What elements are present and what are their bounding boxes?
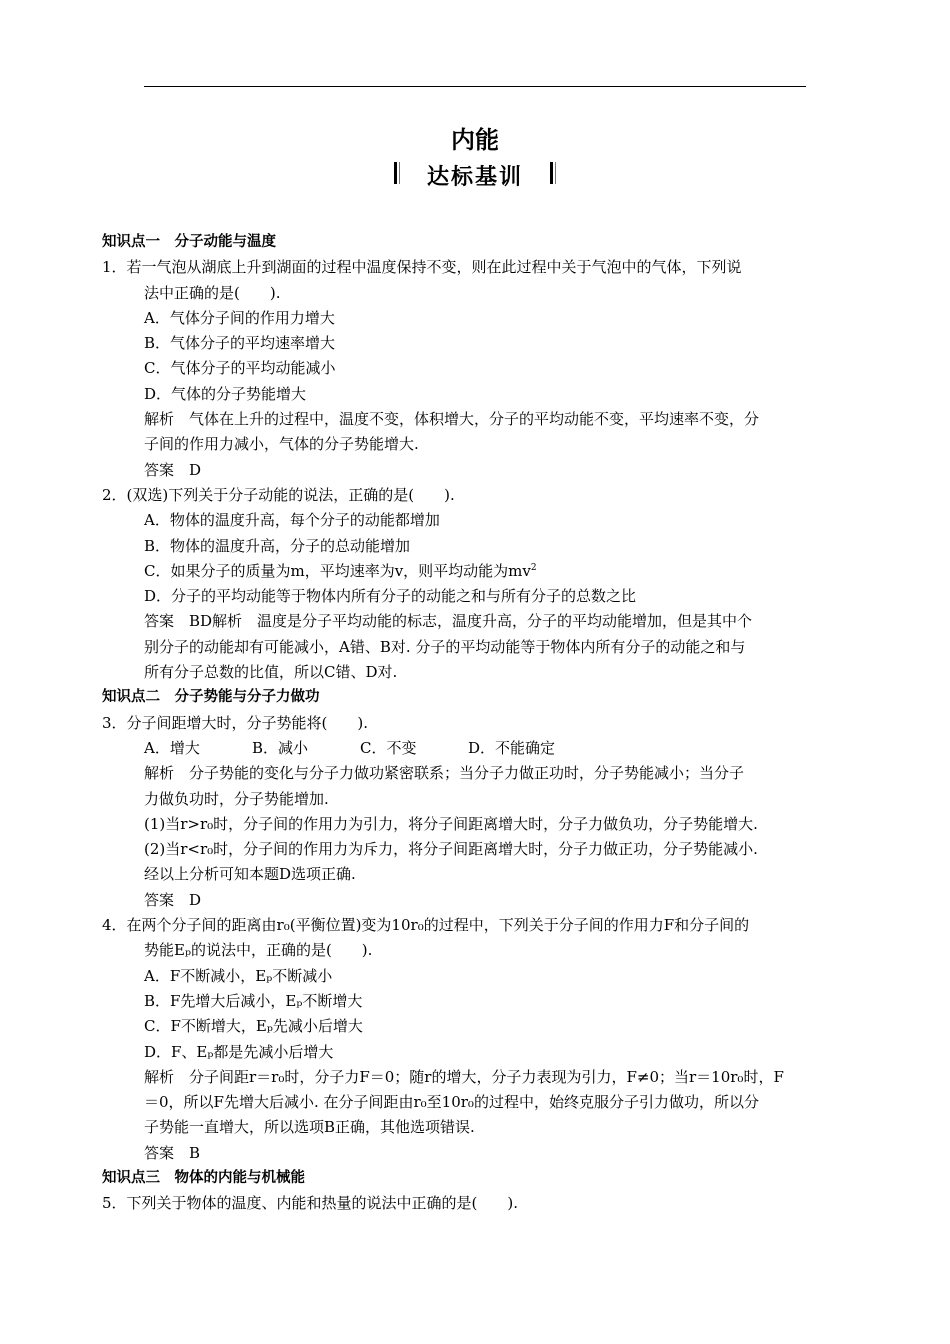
- q4-explanation-line1: 解析 分子间距r＝r₀时，分子力F＝0；随r的增大，分子力表现为引力，F≠0；当r＝10r₀时，F: [144, 1067, 784, 1086]
- q2-option-d: D．分子的平均动能等于物体内所有分子的动能之和与所有分子的总数之比: [144, 587, 637, 606]
- q2-explanation-line2: 别分子的动能却有可能减小，A错、B对. 分子的平均动能等于物体内所有分子的动能之和与: [144, 637, 746, 656]
- q2-stem: 2．(双选)下列关于分子动能的说法，正确的是( ).: [102, 485, 455, 504]
- q3-option-d: D．不能确定: [468, 738, 556, 757]
- q2-option-a: A．物体的温度升高，每个分子的动能都增加: [144, 511, 440, 530]
- q4-option-c: C．F不断增大，Eₚ先减小后增大: [144, 1017, 363, 1036]
- q2-option-b: B．物体的温度升高，分子的总动能增加: [144, 536, 411, 555]
- q3-stem: 3．分子间距增大时，分子势能将( ).: [102, 713, 369, 732]
- q3-explanation-line2: 力做负功时，分子势能增加.: [144, 789, 329, 808]
- q1-explanation-line1: 解析 气体在上升的过程中，温度不变，体积增大，分子的平均动能不变，平均速率不变，分: [144, 410, 760, 429]
- q4-answer: 答案 B: [144, 1143, 201, 1162]
- q4-option-b: B．F先增大后减小，Eₚ不断增大: [144, 991, 363, 1010]
- q1-option-d: D．气体的分子势能增大: [144, 384, 307, 403]
- header-rule: [144, 86, 806, 87]
- q3-option-a: A．增大: [144, 738, 200, 757]
- q1-stem-line1: 1．若一气泡从湖底上升到湖面的过程中温度保持不变，则在此过程中关于气泡中的气体，下列说: [102, 258, 742, 277]
- q1-option-b: B．气体分子的平均速率增大: [144, 334, 336, 353]
- q4-stem-line2: 势能Eₚ的说法中，正确的是( ).: [144, 941, 373, 960]
- q3-answer: 答案 D: [144, 890, 202, 909]
- q1-stem-line2: 法中正确的是( ).: [144, 283, 281, 302]
- section-banner: [0, 160, 950, 192]
- q3-explanation-line5: 经以上分析可知本题D选项正确.: [144, 865, 356, 884]
- q2-option-c: [102, 559, 812, 584]
- q3-explanation-line4: (2)当r<r₀时，分子间的作用力为斥力，将分子间距离增大时，分子力做正功，分子势能减小.: [144, 840, 758, 859]
- q3-option-c: C．不变: [360, 738, 417, 757]
- q4-explanation-line3: 子势能一直增大，所以选项B正确，其他选项错误.: [144, 1118, 475, 1137]
- q4-option-d: D．F、Eₚ都是先减小后增大: [144, 1042, 334, 1061]
- q3-explanation-line1: 解析 分子势能的变化与分子力做功紧密联系；当分子力做正功时，分子势能减小；当分子: [144, 764, 745, 783]
- q2-explanation-line1: 答案 BD解析 温度是分子平均动能的标志，温度升高，分子的平均动能增加，但是其中个: [144, 612, 753, 631]
- q1-option-c: C．气体分子的平均动能减小: [144, 359, 336, 378]
- q3-options: [102, 736, 812, 761]
- q2-option-c-superscript: 2: [530, 562, 537, 573]
- q5-stem: 5．下列关于物体的温度、内能和热量的说法中正确的是( ).: [102, 1194, 519, 1213]
- page-title: 内能: [451, 126, 499, 154]
- banner-right-bars: [549, 162, 557, 190]
- q4-option-a: A．F不断减小，Eₚ不断减小: [144, 966, 333, 985]
- q1-answer: 答案 D: [144, 460, 202, 479]
- q1-option-a: A．气体分子间的作用力增大: [144, 308, 335, 327]
- q3-explanation-line3: (1)当r>r₀时，分子间的作用力为引力，将分子间距离增大时，分子力做负功，分子势能增大.: [144, 814, 758, 833]
- banner-label: 达标基训: [426, 165, 523, 190]
- q2-explanation-line3: 所有分子总数的比值，所以C错、D对.: [144, 663, 398, 682]
- q2-option-c-text: C．如果分子的质量为m，平均速率为v，则平均动能为mv: [144, 561, 531, 580]
- q4-explanation-line2: ＝0，所以F先增大后减小. 在分子间距由r₀至10r₀的过程中，始终克服分子引力做功，所以分: [144, 1093, 759, 1112]
- q4-stem-line1: 4．在两个分子间的距离由r₀(平衡位置)变为10r₀的过程中，下列关于分子间的作用力F和分子间的: [102, 916, 750, 935]
- section-heading-2: 知识点二 分子势能与分子力做功: [102, 689, 320, 706]
- banner-left-bars: [393, 162, 401, 190]
- section-heading-1: 知识点一 分子动能与温度: [102, 234, 276, 250]
- q1-explanation-line2: 子间的作用力减小，气体的分子势能增大.: [144, 435, 419, 454]
- document-body: [102, 230, 812, 1217]
- q3-option-b: B．减小: [252, 738, 309, 757]
- section-heading-3: 知识点三 物体的内能与机械能: [102, 1169, 305, 1186]
